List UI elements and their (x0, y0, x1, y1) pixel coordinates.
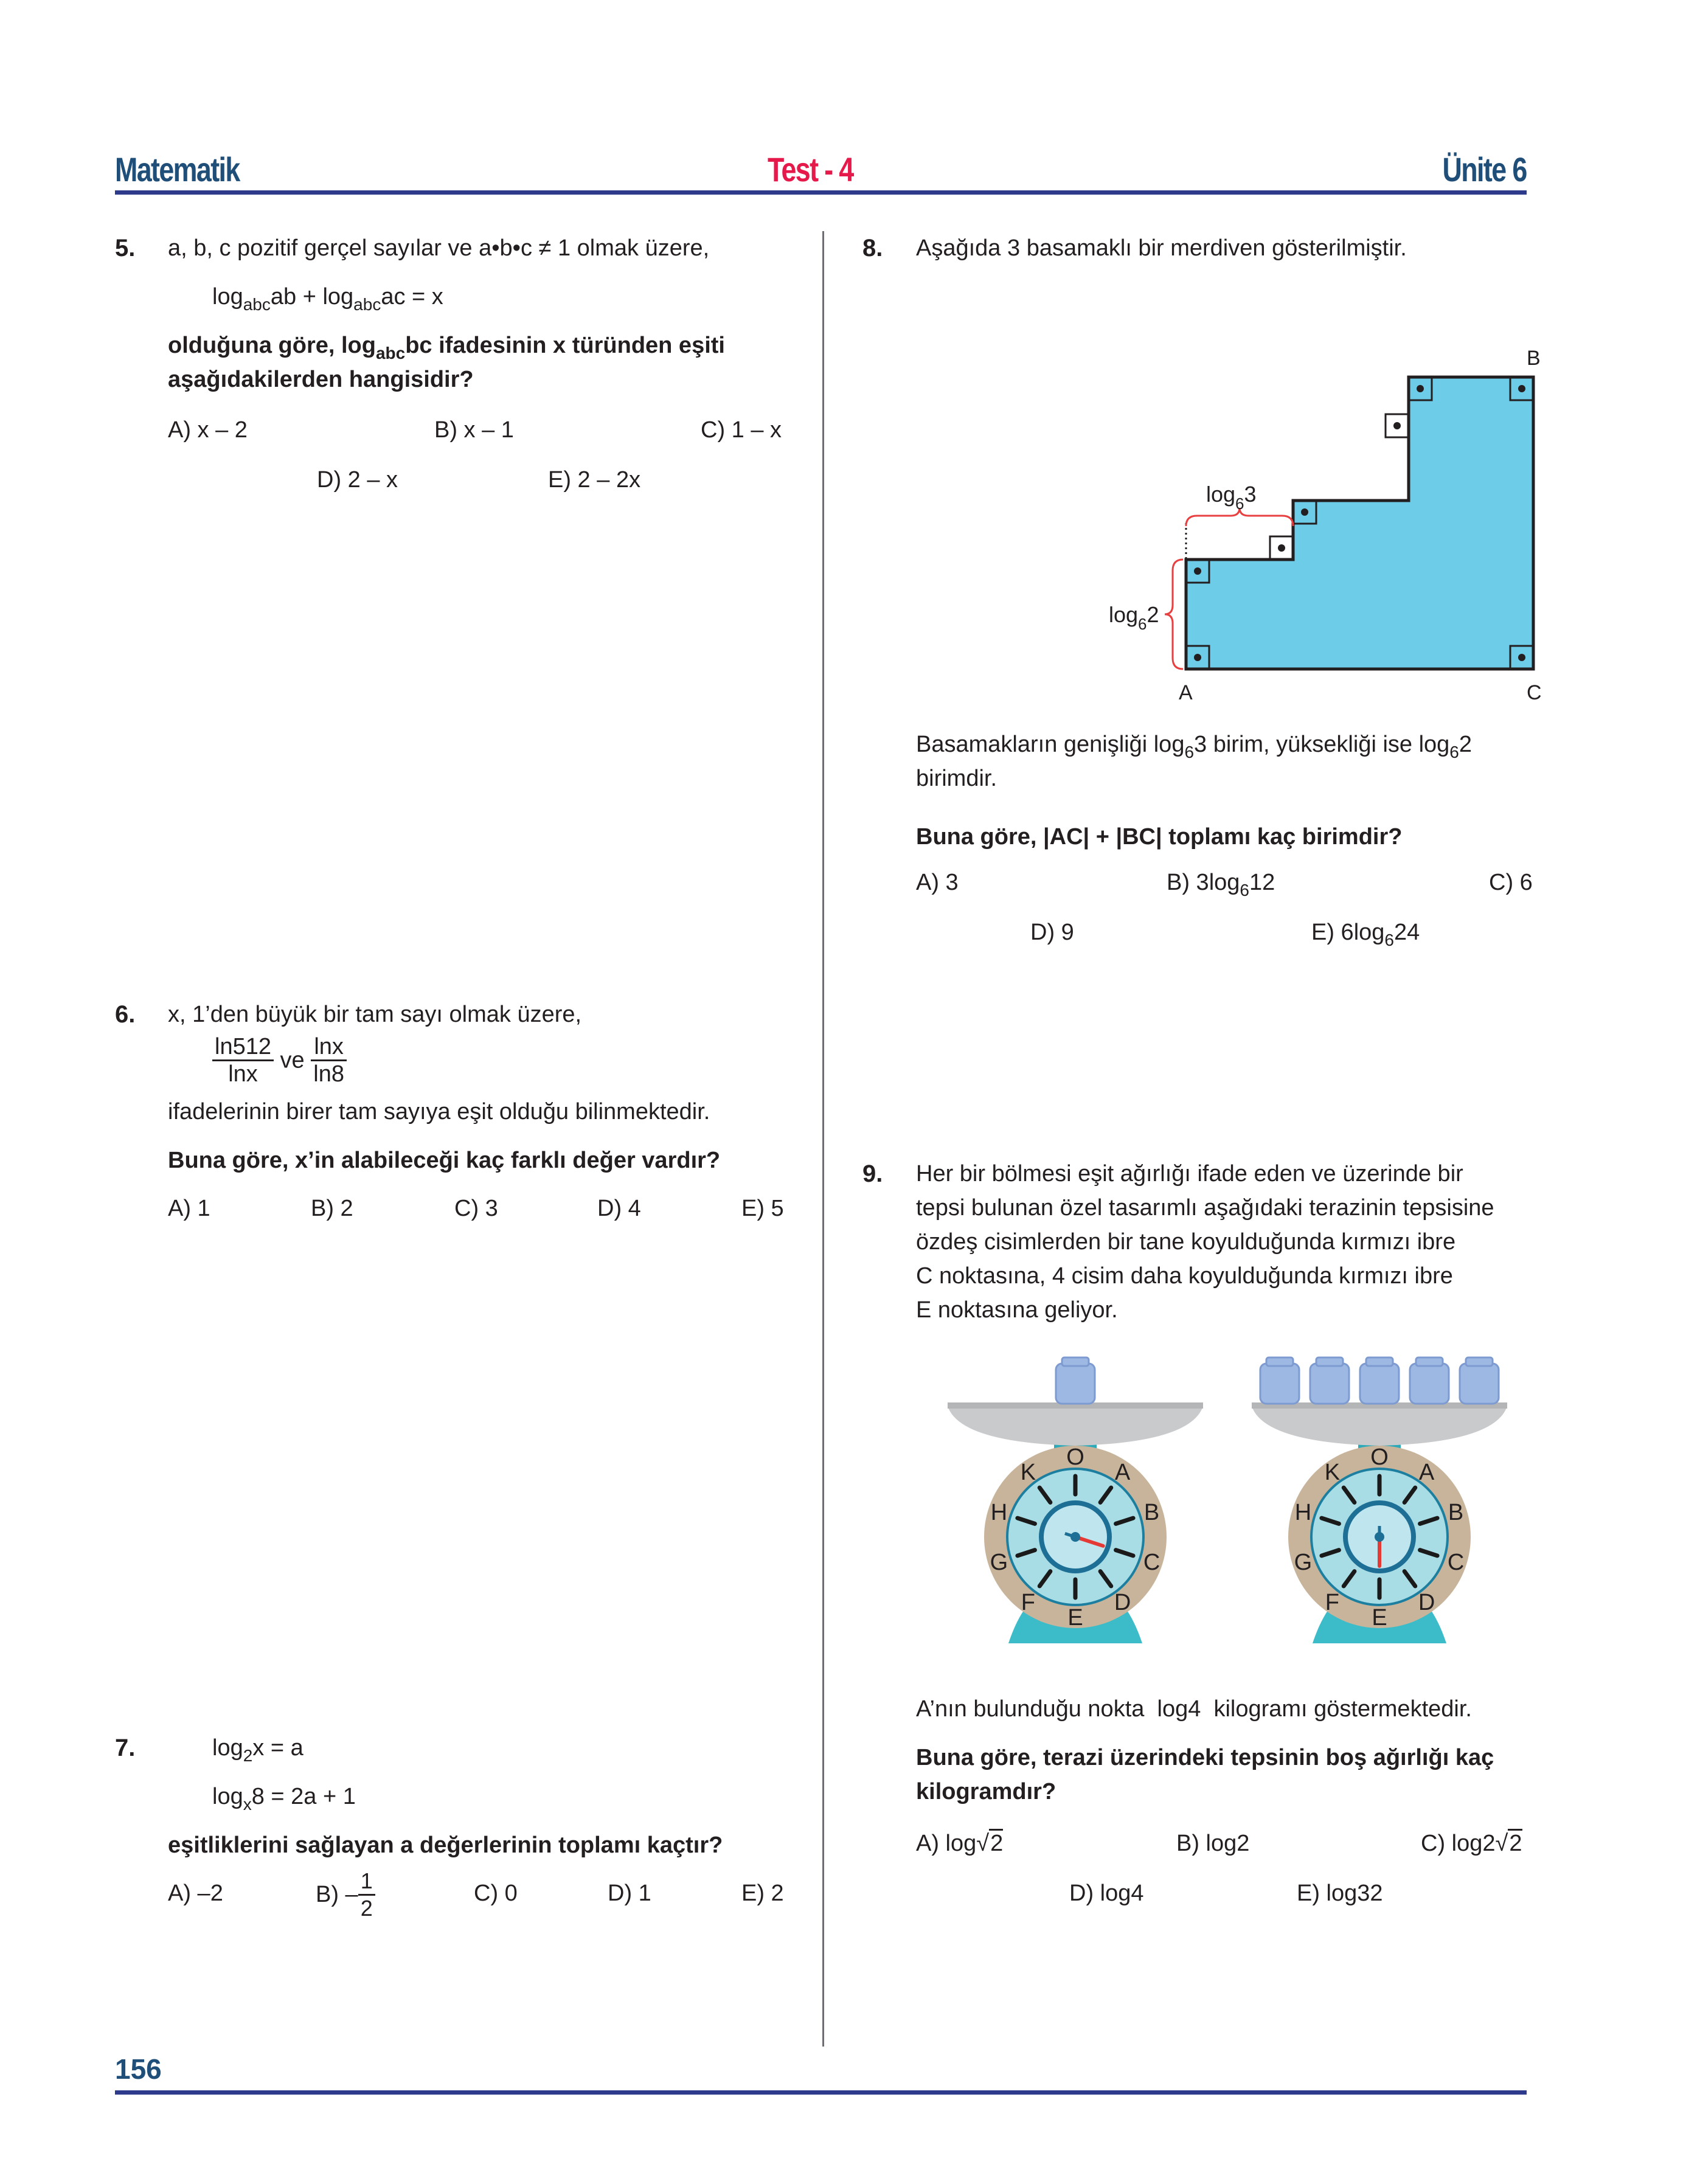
weight-block (1310, 1364, 1349, 1404)
option-b[interactable]: B) x – 1 (434, 417, 514, 443)
width-label: $\log_63$ (1206, 482, 1257, 513)
dial-letter: K (1020, 1460, 1036, 1486)
option-b[interactable]: B) 2 (311, 1196, 353, 1221)
point-c-label: C (1527, 681, 1542, 704)
dial-letter: O (1066, 1444, 1084, 1470)
staircase-figure (972, 286, 1542, 712)
dial-center (1070, 1532, 1080, 1542)
subject-title: Matematik (115, 150, 240, 189)
weight-cap (1466, 1357, 1493, 1366)
column-divider (822, 231, 824, 2047)
weight-block (1056, 1364, 1095, 1404)
dial-letter: B (1143, 1500, 1160, 1526)
question-prompt: Buna göre, |AC| + |BC| toplamı kaç birimdir? (916, 824, 1403, 850)
option-a[interactable]: A) –2 (168, 1881, 223, 1906)
option-b[interactable]: B) – $\frac{1}{2}$ (316, 1868, 375, 1921)
weight-block (1410, 1364, 1449, 1404)
option-a[interactable]: A) 1 (168, 1196, 210, 1221)
question-number: 7. (115, 1735, 136, 1761)
dial-letter: O (1370, 1444, 1389, 1470)
unit-title: Ünite 6 (1442, 150, 1527, 189)
dial-center (1375, 1532, 1384, 1542)
weight-cap (1316, 1357, 1343, 1366)
header-rule (115, 190, 1527, 195)
weight-cap (1266, 1357, 1293, 1366)
scale-pan (948, 1406, 1203, 1446)
question-prompt: Buna göre, terazi üzerindeki tepsinin boş ağırlığı kaç kilogramdır? (916, 1745, 1494, 1804)
scale-2 (1252, 1357, 1507, 1643)
height-brace (1165, 560, 1183, 669)
question-prompt: olduğuna göre, $\log_{abc}bc$ ifadesinin x türünden eşiti aşağıdakilerden hangisidir? (168, 333, 725, 392)
weight-block (1460, 1364, 1499, 1404)
option-e[interactable]: E) 2 – 2x (548, 467, 641, 493)
page-number: 156 (115, 2053, 162, 2085)
height-label: $\log_62$ (1109, 602, 1159, 633)
scales-figure (935, 1339, 1519, 1680)
dial-letter: B (1448, 1500, 1464, 1526)
option-e[interactable]: E) 5 (741, 1196, 784, 1221)
weight-block (1360, 1364, 1399, 1404)
weight-cap (1416, 1357, 1443, 1366)
question-text: Basamakların genişliği $\log_63$ birim, yüksekliği ise $\log_62$ birimdir. (916, 732, 1473, 791)
question-intro: Aşağıda 3 basamaklı bir merdiven gösterilmiştir. (916, 235, 1407, 261)
given-equation: $\log_{abc}ab + \log_{abc}ac = x$ (212, 284, 443, 314)
option-a[interactable]: A) log√2 (916, 1831, 1003, 1857)
question-intro: a, b, c pozitif gerçel sayılar ve a•b•c ≠ 1 olmak üzere, (168, 235, 710, 261)
option-c[interactable]: C) 0 (474, 1881, 518, 1906)
option-d[interactable]: D) 2 – x (317, 467, 398, 493)
question-number: 9. (862, 1160, 883, 1187)
footer-rule (115, 2090, 1527, 2095)
question-prompt: eşitliklerini sağlayan a değerlerinin toplamı kaçtır? (168, 1832, 723, 1858)
option-d[interactable]: D) 9 (1030, 920, 1074, 945)
question-number: 6. (115, 1001, 136, 1028)
weight-block (1260, 1364, 1299, 1404)
equation-2: $\log_x8 = 2a + 1$ (212, 1784, 356, 1814)
dial-letter: A (1114, 1460, 1131, 1486)
point-b-label: B (1527, 347, 1541, 370)
equation-1: $\log_2x = a$ (212, 1735, 304, 1765)
option-a[interactable]: A) x – 2 (168, 417, 248, 443)
dial-letter: E (1372, 1605, 1387, 1631)
dial-letter: C (1447, 1549, 1465, 1575)
test-title: Test - 4 (768, 150, 853, 189)
option-c[interactable]: C) log2√2 (1421, 1831, 1522, 1857)
option-b[interactable]: B) $3\log_612$ (1167, 870, 1275, 900)
dial-letter: F (1325, 1589, 1340, 1615)
weight-cap (1062, 1357, 1089, 1366)
option-e[interactable]: E) 2 (741, 1881, 784, 1906)
option-c[interactable]: C) 1 – x (701, 417, 782, 443)
question-prompt: Buna göre, x’in alabileceği kaç farklı değer vardır? (168, 1148, 721, 1173)
option-b[interactable]: B) log2 (1176, 1831, 1250, 1856)
option-c[interactable]: C) 6 (1489, 870, 1533, 895)
fraction-ln512-lnx: $\frac{\ln 512}{\ln x}$ (212, 1034, 274, 1087)
dial-letter: G (1294, 1549, 1313, 1575)
question-number: 5. (115, 235, 136, 262)
scale-note: A’nın bulunduğu nokta log4 kilogramı göstermektedir. (916, 1696, 1472, 1722)
fraction-expressions: $\frac{\ln 512}{\ln x}$ ve $\frac{\ln x}{\ln 8}$ (212, 1034, 347, 1087)
dial-letter: F (1021, 1589, 1036, 1615)
scale-pan (1252, 1406, 1507, 1446)
dial-letter: E (1067, 1605, 1083, 1631)
weight-cap (1366, 1357, 1393, 1366)
dial-letter: G (990, 1549, 1008, 1575)
dial-letter: K (1324, 1460, 1341, 1486)
staircase-shape (1186, 377, 1533, 669)
dial-letter: H (990, 1500, 1008, 1526)
scale-1 (948, 1357, 1203, 1643)
dial-letter: A (1418, 1460, 1435, 1486)
dial-letter: D (1114, 1589, 1131, 1615)
option-c[interactable]: C) 3 (454, 1196, 498, 1221)
question-number: 8. (862, 235, 883, 262)
dial-letter: D (1418, 1589, 1435, 1615)
question-text: Her bir bölmesi eşit ağırlığı ifade eden ve üzerinde bir tepsi bulunan özel tasarımlı aşağıdaki terazinin tepsisine özdeş cisimlerden bir tane koyulduğunda kırmızı ibre C noktasına, 4 cisim daha koyulduğunda kırmızı ibre E noktasına geliyor. (916, 1161, 1494, 1323)
point-a-label: A (1179, 681, 1193, 704)
option-d[interactable]: D) log4 (1069, 1881, 1144, 1906)
fraction-lnx-ln8: $\frac{\ln x}{\ln 8}$ (311, 1034, 347, 1087)
dial-letter: H (1294, 1500, 1312, 1526)
option-d[interactable]: D) 1 (608, 1881, 651, 1906)
dial-letter: C (1143, 1549, 1160, 1575)
option-e[interactable]: E) $6\log_624$ (1311, 920, 1420, 949)
question-line2: ifadelerinin birer tam sayıya eşit olduğu bilinmektedir. (168, 1099, 710, 1125)
option-e[interactable]: E) log32 (1297, 1881, 1383, 1906)
option-a[interactable]: A) 3 (916, 870, 959, 895)
option-d[interactable]: D) 4 (597, 1196, 641, 1221)
question-intro: x, 1’den büyük bir tam sayı olmak üzere, (168, 1002, 582, 1027)
